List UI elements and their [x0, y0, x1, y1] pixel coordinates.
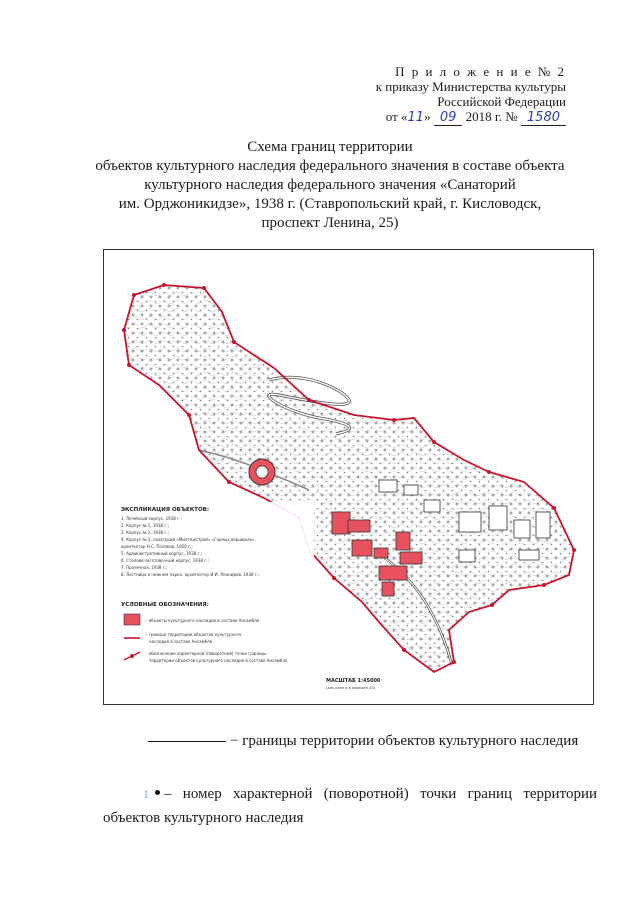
- date-year: 2018 г. №: [465, 109, 518, 124]
- map-scale-note: (для схем и в формате А3): [326, 686, 376, 690]
- explication-title: ЭКСПЛИКАЦИЯ ОБЪЕКТОВ:: [121, 507, 210, 513]
- boundary-legend: [148, 733, 578, 750]
- explication-item-3: 3. Корпус № 2, 1938 г.;: [121, 530, 170, 535]
- legend-heritage-text: - объекты культурного наследия в составе Ансамбля: [146, 618, 260, 623]
- date-mid: »: [424, 109, 431, 124]
- explication-item-7: 7. Прачечная, 1938 г.;: [121, 565, 168, 570]
- explication-item-2: 2. Корпус № 1, 1938 г.;: [121, 523, 170, 528]
- boundary-legend-text: − границы территории объектов культурного наследия: [230, 733, 579, 749]
- title-line-5: проспект Ленина, 25): [261, 215, 399, 231]
- date-day: 11: [407, 110, 425, 125]
- point-bullet-icon: [155, 790, 160, 795]
- point-legend: [103, 782, 597, 806]
- appendix-header: [376, 64, 566, 126]
- title-line-4: им. Орджоникидзе», 1938 г. (Ставропольский край, г. Кисловодск,: [118, 196, 542, 212]
- point-legend-text: – номер характерной (поворотной) точки границ территории: [164, 786, 597, 802]
- explication-item-5: 5. Административный корпус, 1938 г.;: [121, 551, 203, 556]
- explication-item-1: 1. Лечебный корпус, 1938 г.;: [121, 516, 182, 521]
- order-number: 1580: [521, 110, 566, 126]
- explication-item-8: 8. Лестница в нижнем парке, архитектор И.И. Леонидов, 1938 г.;: [121, 572, 260, 577]
- title-line-3: культурного наследия федерального значения «Санаторий: [144, 177, 516, 193]
- map-scale: МАСШТАБ 1:45000: [326, 678, 381, 684]
- legend-title: УСЛОВНЫЕ ОБОЗНАЧЕНИЯ:: [121, 602, 209, 608]
- legend-point-swatch: [130, 654, 134, 658]
- document-title: [70, 138, 590, 233]
- map-svg: [104, 250, 593, 704]
- territory-map: [103, 249, 594, 705]
- title-line-2: объектов культурного наследия федерального значения в составе объекта: [95, 158, 565, 174]
- boundary-dash-sample: [148, 741, 226, 742]
- point-legend-cont: объектов культурного наследия: [103, 810, 304, 826]
- appendix-ministry: Российской Федерации: [437, 94, 566, 109]
- title-line-1: Схема границ территории: [247, 139, 413, 155]
- date-month: 09: [434, 110, 463, 126]
- explication-item-6: 6. Столово-заготовочный корпус, 1938 г.;: [121, 558, 209, 563]
- legend-boundary-text-2: наследия в составе Ансамбля: [149, 639, 213, 644]
- appendix-date: [376, 109, 566, 126]
- point-number-sample: 1: [143, 787, 149, 801]
- date-prefix: от «: [385, 109, 408, 124]
- explication-item-4b: архитектор Н.С. Поляков, 1950 г.;: [121, 544, 193, 549]
- appendix-order: к приказу Министерства культуры: [375, 79, 566, 94]
- legend-heritage-swatch: [124, 614, 140, 625]
- legend-point-text: - обозначение характерной (поворотной) точки границы: [146, 651, 267, 656]
- legend-boundary-text: - граница территории объектов культурного: [146, 632, 242, 637]
- legend-point-text-2: территории объектов культурного наследия в составе Ансамбля: [149, 658, 288, 663]
- explication-item-4: 4. Корпус № 3, санаторий «Минтяжстрой» «Горных вершинах»,: [121, 537, 256, 542]
- appendix-label: П р и л о ж е н и е № 2: [395, 64, 566, 79]
